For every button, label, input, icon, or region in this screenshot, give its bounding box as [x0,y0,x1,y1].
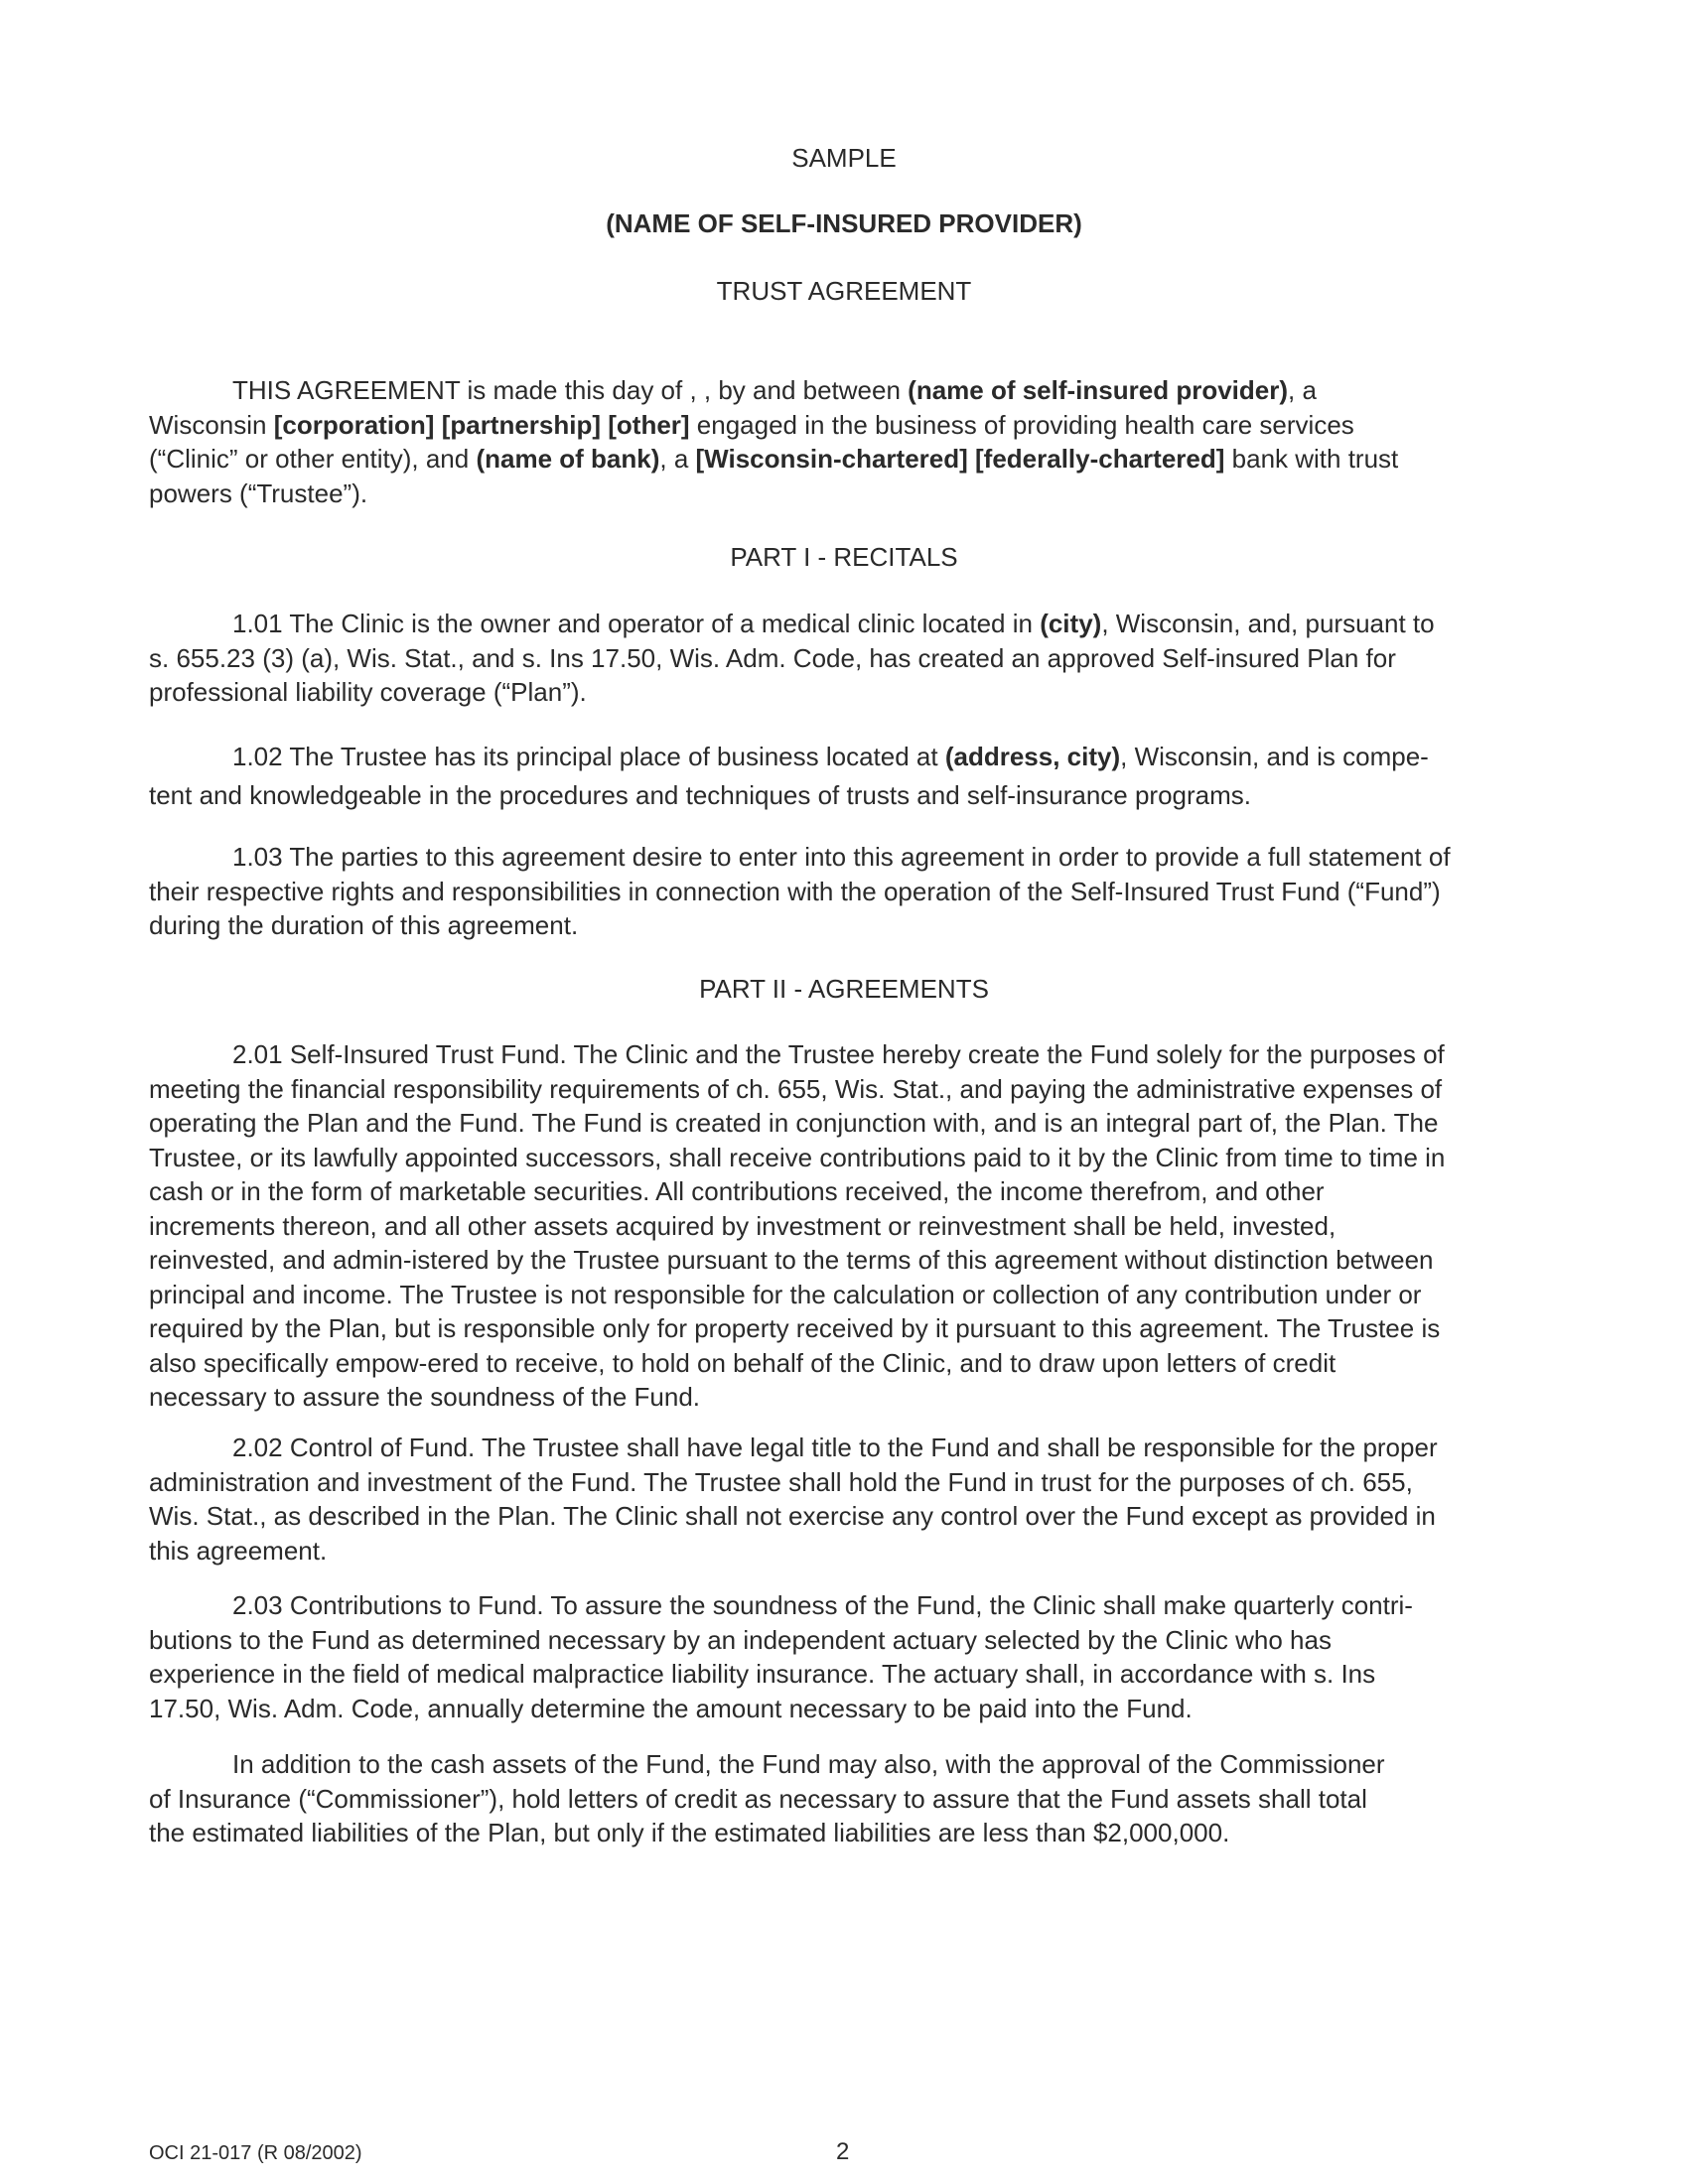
section-1-01: 1.01 The Clinic is the owner and operator of a medical clinic located in (city), Wisconsin, and, pursuant to s. 655.23 (3) (a), Wis. Stat., and s. Ins 17.50, Wis. Adm. Code, has created an approved Self-insured Plan for professional liability coverage (“Plan”). [149,609,1435,707]
document-page [149,0,1539,2184]
intro-paragraph: THIS AGREEMENT is made this day of , , by and between (name of self-insured provider), a Wisconsin [corporation] [partnership] [other] engaged in the business of providing health care services (“Clinic” or other entity), and (name of bank), a [Wisconsin-chartered] [federally-chartered] bank with trust powers (“Trustee”). [149,375,1399,508]
section-1-03: 1.03 The parties to this agreement desire to enter into this agreement in order to provide a full statement of their respective rights and responsibilities in connection with the operation of the Self-Insured Trust Fund (“Fund”) during the duration of this agreement. [149,842,1451,940]
page-number: 2 [836,2138,850,2165]
section-2-03: 2.03 Contributions to Fund. To assure the soundness of the Fund, the Clinic shall make quarterly contri- butions to the Fund as determined necessary by an independent actuary selected by the Clinic who has experience in the field of medical malpractice liability insurance. The actuary shall, in accordance with s. Ins 17.50, Wis. Adm. Code, annually determine the amount necessary to be paid into the Fund. [149,1590,1413,1723]
letters-of-credit-paragraph: In addition to the cash assets of the Fund, the Fund may also, with the approval of the Commissioner of Insurance (“Commissioner”), hold letters of credit as necessary to assure that the Fund assets shall total the estimated liabilities of the Plan, but only if the estimated liabilities are less than $2,000,000. [149,1749,1385,1847]
section-2-02: 2.02 Control of Fund. The Trustee shall have legal title to the Fund and shall be responsible for the proper administration and investment of the Fund. The Trustee shall hold the Fund in trust for the purposes of ch. 655, Wis. Stat., as described in the Plan. The Clinic shall not exercise any control over the Fund except as provided in this agreement. [149,1433,1438,1566]
provider-heading: (NAME OF SELF-INSURED PROVIDER) [606,208,1082,238]
document-title: TRUST AGREEMENT [716,276,972,306]
part2-heading: PART II - AGREEMENTS [699,974,989,1004]
form-identifier: OCI 21-017 (R 08/2002) [149,2142,362,2164]
sample-label: SAMPLE [791,143,897,173]
part1-heading: PART I - RECITALS [730,542,958,572]
section-2-01: 2.01 Self-Insured Trust Fund. The Clinic and the Trustee hereby create the Fund solely for the purposes of meeting the financial responsibility requirements of ch. 655, Wis. Stat., and paying the administrative expenses of operating the Plan and the Fund. The Fund is created in conjunction with, and is an integral part of, the Plan. The Trustee, or its lawfully appointed successors, shall receive contributions paid to it by the Clinic from time to time in cash or in the form of marketable securities. All contributions received, the income therefrom, and other increments thereon, and all other assets acquired by investment or reinvestment shall be held, invested, reinvested, and admin-istered by the Trustee pursuant to the terms of this agreement without distinction between principal and income. The Trustee is not responsible for the calculation or collection of any contribution under or required by the Plan, but is responsible only for property received by it pursuant to this agreement. The Trustee is also specifically empow-ered to receive, to hold on behalf of the Clinic, and to draw upon letters of credit necessary to assure the soundness of the Fund. [149,1039,1446,1412]
section-1-02: 1.02 The Trustee has its principal place of business located at (address, city), Wisconsin, and is compe- tent and knowledgeable in the procedures and techniques of trusts and self-insurance programs. [149,742,1429,810]
